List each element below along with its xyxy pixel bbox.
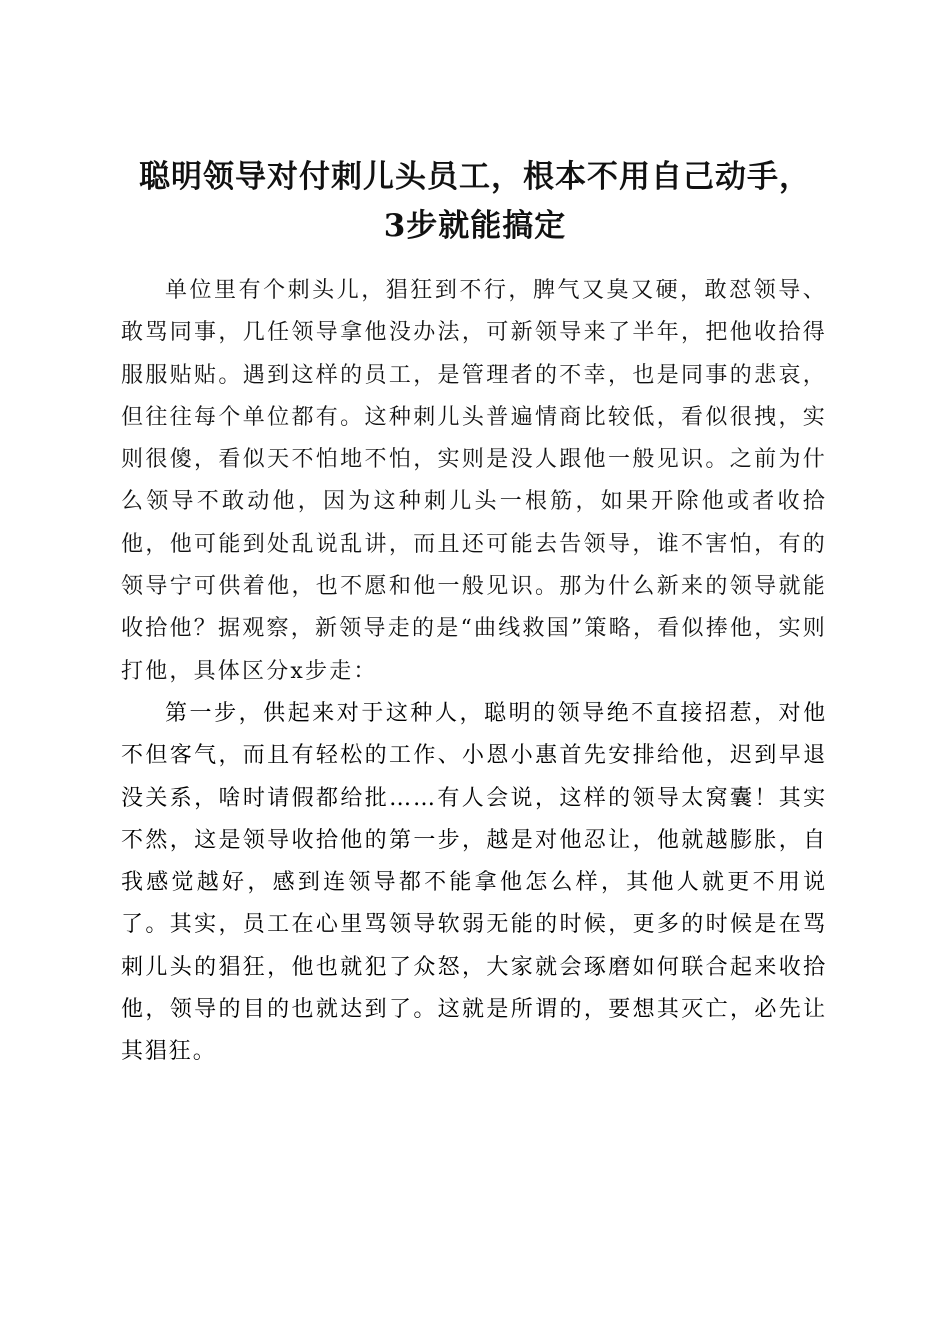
title-line-2: 3步就能搞定 bbox=[383, 207, 567, 244]
document-body bbox=[121, 270, 827, 1074]
paragraph-step-one: 第一步，供起来对于这种人，聪明的领导绝不直接招惹，对他不但客气，而且有轻松的工作、小恩小惠首先安排给他，迟到早退没关系，啥时请假都给批……有人会说，这样的领导太窝囊！其实不然，这是领导收拾他的第一步，越是对他忍让，他就越膨胀，自我感觉越好，感到连领导都不能拿他怎么样，其他人就更不用说了。其实，员工在心里骂领导软弱无能的时候，更多的时候是在骂刺儿头的猖狂，他也就犯了众怒，大家就会琢磨如何联合起来收拾他，领导的目的也就达到了。这就是所谓的，要想其灭亡，必先让其猖狂。 bbox=[121, 700, 827, 1065]
title-line-1: 聪明领导对付刺儿头员工，根本不用自己动手， bbox=[139, 158, 811, 195]
paragraph-intro: 单位里有个刺头儿，猖狂到不行，脾气又臭又硬，敢怼领导、敢骂同事，几任领导拿他没办法，可新领导来了半年，把他收拾得服服贴贴。遇到这样的员工，是管理者的不幸，也是同事的悲哀，但往往每个单位都有。这种刺儿头普遍情商比较低，看似很拽，实则很傻，看似天不怕地不怕，实则是没人跟他一般见识。之前为什么领导不敢动他，因为这种刺儿头一根筋，如果开除他或者收拾他，他可能到处乱说乱讲，而且还可能去告领导，谁不害怕，有的领导宁可供着他，也不愿和他一般见识。那为什么新来的领导就能收拾他？据观察，新领导走的是“曲线救国”策略，看似捧他，实则打他，具体区分x步走： bbox=[121, 278, 827, 684]
document-title bbox=[100, 153, 850, 251]
